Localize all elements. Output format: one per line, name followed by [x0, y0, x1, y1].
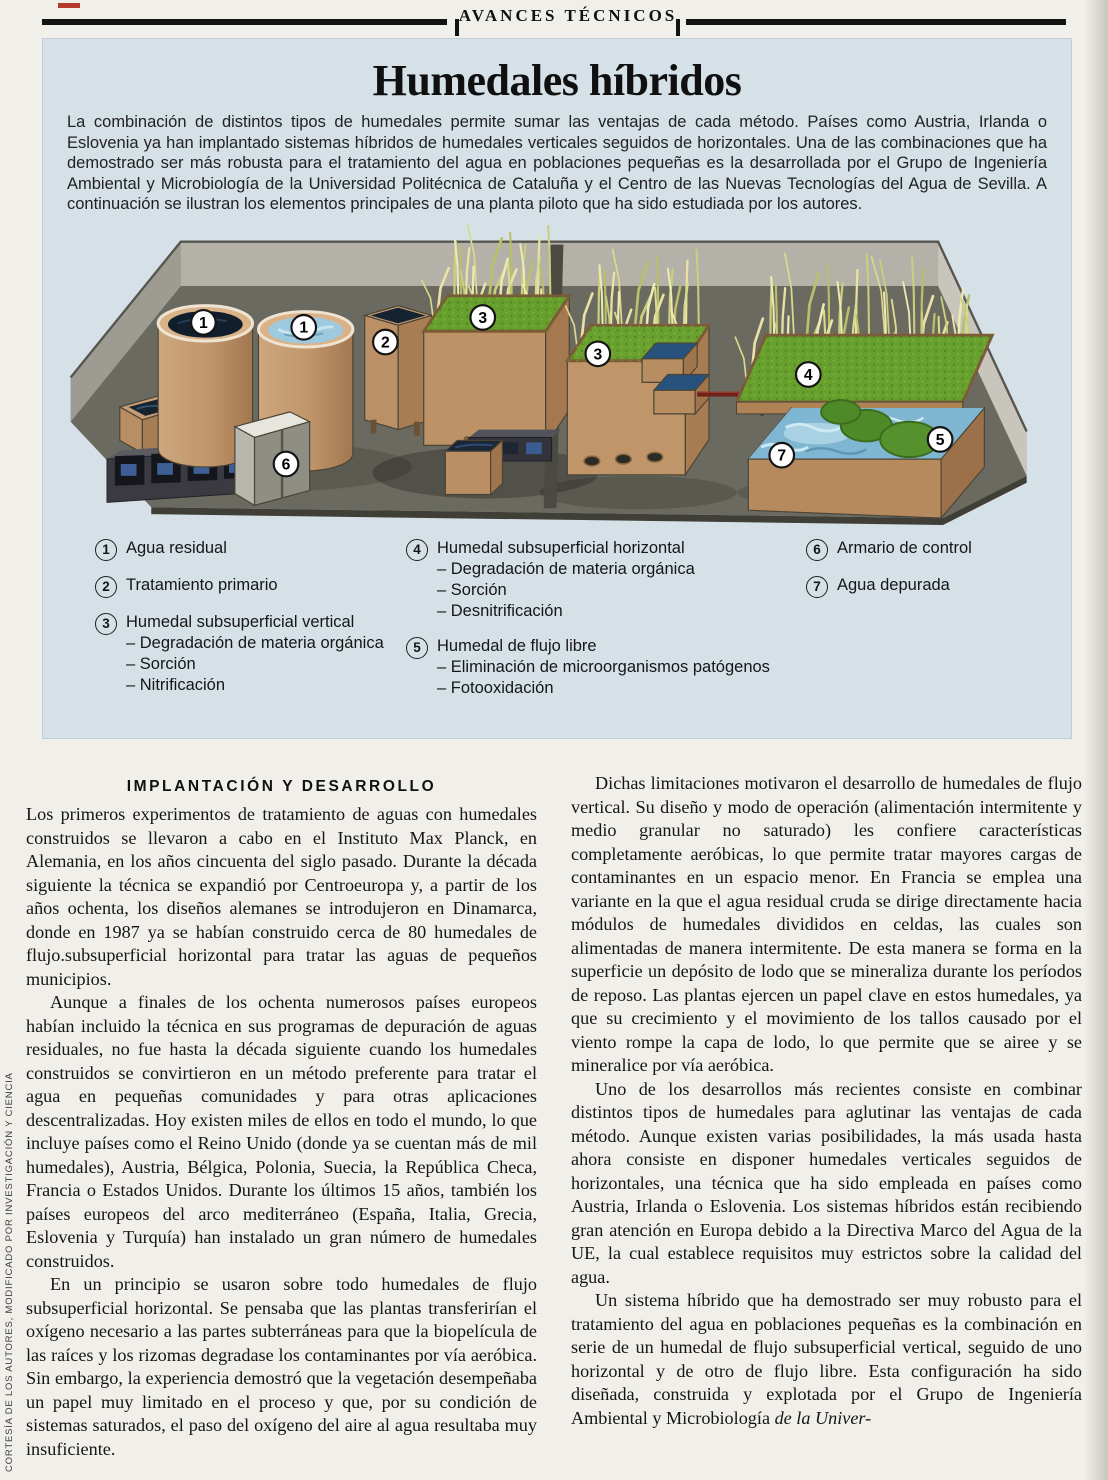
legend-label: Armario de control [837, 538, 972, 557]
legend-label: Humedal subsuperficial horizontal [437, 538, 685, 557]
legend-number-badge: 3 [95, 613, 117, 635]
svg-text:3: 3 [478, 309, 488, 327]
section-kicker: AVANCES TÉCNICOS [458, 6, 678, 25]
intro-paragraph: La combinación de distintos tipos de humedales permite sumar las ventajas de cada método. Países como Austria, Irlanda o Eslovenia ya han implantado sistemas híbridos de humedales verticales seguidos de horizontales. Una de las combinaciones que ha demostrado ser más robusta para el tratamiento del agua en poblaciones pequeñas es la desarrollada por el Grupo de Ingeniería Ambiental y Microbiología de la Universidad Politécnica de Cataluña y el Centro de las Nuevas Tecnologías del Agua de Sevilla. A continuación se ilustran los elementos principales de una planta piloto que ha sido estudiada por los autores. [67, 113, 1047, 214]
paragraph-final: Un sistema híbrido que ha demostrado ser muy robusto para el tratamiento del agua en poblaciones pequeñas es la combinación en serie de un humedal de flujo subsuperficial vertical, seguido de uno horizontal y de otro de flujo libre. Esta configuración ha sido diseñada, construida y explotada por el Grupo de Ingeniería Ambiental y Microbiología de la Univer- [571, 1290, 1082, 1428]
article-title: Humedales híbridos [372, 56, 742, 105]
legend-item [95, 538, 406, 561]
legend-label: Agua depurada [837, 575, 950, 594]
image-credit-vertical: CORTESÍA DE LOS AUTORES, MODIFICADO POR INVESTIGACIÓN Y CIENCIA [4, 1072, 15, 1472]
legend-column-3 [806, 538, 1071, 713]
legend-item [806, 538, 1071, 561]
svg-text:1: 1 [199, 314, 208, 332]
legend-item [95, 575, 406, 598]
svg-text:7: 7 [777, 447, 787, 465]
legend-number-badge: 6 [806, 539, 828, 561]
marker-2 [373, 330, 398, 355]
legend-label: Tratamiento primario [126, 575, 278, 594]
page-edge-shadow [1084, 0, 1108, 1480]
svg-text:3: 3 [593, 346, 603, 364]
legend-number-badge: 4 [406, 539, 428, 561]
paragraph: Uno de los desarrollos más recientes consiste en combinar distintos tipos de humedales para aglutinar las ventajas de cada método. Aunque existen varias posibilidades, la más usada hasta ahora consiste en disponer humedales verticales seguidos de horizontales, una técnica que ha sido empleada en países como Austria, Irlanda o Eslovenia. Los sistemas híbridos están recibiendo gran atención en Europa debido a la Directiva Marco del Agua de la UE, la cual establece requisitos muy estrictos sobre la calidad del agua. [571, 1078, 1082, 1287]
svg-text:6: 6 [281, 456, 291, 474]
pilot-plant-diagram [53, 225, 1071, 530]
body-column-left [26, 772, 537, 1461]
legend-sub-item: – Degradación de materia orgánica [126, 633, 384, 652]
legend-label: Humedal subsuperficial vertical [126, 612, 355, 631]
marker-6 [274, 452, 299, 477]
marker-1b [291, 315, 316, 340]
italic-continuation: de la Univer- [774, 1407, 872, 1428]
svg-text:5: 5 [935, 431, 945, 449]
legend-sub-item: – Nitrificación [126, 675, 226, 694]
marker-5 [928, 427, 953, 452]
body-column-right [571, 772, 1082, 1461]
svg-text:1: 1 [299, 319, 309, 337]
legend-column-2 [406, 538, 806, 713]
legend-item [806, 575, 1071, 598]
legend-number-badge: 7 [806, 576, 828, 598]
marker-3b [586, 342, 611, 367]
paragraph: En un principio se usaron sobre todo humedales de flujo subsuperficial horizontal. Se pensaba que las plantas transferirían el oxígeno necesario a las partes subterráneas para que la biopelícula de las raíces y los rizomas degradase los contaminantes por vía aeróbica. Sin embargo, la experiencia demostró que la vegetación desempeñaba un papel muy limitado en el proceso y que, por su condición de sistemas saturados, el paso del oxígeno del aire al agua resultaba muy insuficiente. [26, 1274, 537, 1459]
paragraph: Los primeros experimentos de tratamiento de aguas con humedales construidos se llevaron a cabo en el Instituto Max Planck, en Alemania, en los años cincuenta del siglo pasado. Durante la década siguiente la técnica se expandió por Centroeuropa y, a partir de los años ochenta, los diseños alemanes se introdujeron en Dinamarca, donde en 1987 ya se habían construido cerca de 80 humedales de flujo.subsuperficial horizontal para tratar las aguas de pequeños municipios. [26, 804, 537, 989]
pilot-plant-illustration [53, 225, 1061, 525]
paragraph: Dichas limitaciones motivaron el desarrollo de humedales de flujo vertical. Su diseño y modo de operación (alimentación intermitente y medio granular no saturado) les confiere características completamente aeróbicas, lo que permite tratar mayores cargas de contaminantes en un espacio menor. En Francia se emplea una variante en la que el agua residual cruda se dirige directamente hacia módulos de humedales divididos en celdas, las cuales son alimentadas de manera intermitente. De esta manera se forma en la superficie un depósito de lodo que se mineraliza durante los períodos de reposo. Las plantas ejercen un papel clave en estos humedales, ya que su crecimiento y el movimiento de los tallos causado por el viento rompe la capa de lodo, lo que permite que se airee y se mineralice por vía aeróbica. [571, 773, 1082, 1075]
diagram-legend [43, 538, 1071, 713]
primary-treatment-tank [365, 306, 432, 436]
legend-item [406, 636, 806, 699]
legend-item [95, 612, 406, 696]
legend-label: Humedal de flujo libre [437, 636, 597, 655]
feature-box [42, 38, 1072, 739]
control-cabinet [235, 412, 310, 505]
paragraph: Aunque a finales de los ochenta numerosos países europeos habían incluido la técnica en sus programas de depuración de aguas residuales, no fue hasta la década siguiente cuando los humedales construidos se convirtieron en un método preferente para tratar el agua en pequeñas comunidades y para otras aplicaciones descentralizadas. Hoy existen miles de ellos en todo el mundo, lo que incluye países como el Reino Unido (donde ya se cuentan más de mil humedales), Austria, Bélgica, Polonia, Suecia, la República Checa, Francia o Estados Unidos. Durante los últimos 15 años, también los países europeos del arco mediterráneo (España, Italia, Grecia, Eslovenia y Turquía) han instalado un gran número de humedales construidos. [26, 992, 537, 1271]
marker-7 [769, 443, 794, 468]
marker-4 [796, 362, 821, 387]
legend-sub-item: – Sorción [126, 654, 196, 673]
svg-text:4: 4 [803, 366, 813, 384]
legend-sub-item: – Sorción [437, 580, 507, 599]
article-body [26, 772, 1082, 1461]
legend-sub-item: – Fotooxidación [437, 678, 554, 697]
legend-sub-item: – Eliminación de microorganismos patógenos [437, 657, 770, 676]
legend-label: Agua residual [126, 538, 227, 557]
legend-sub-item: – Degradación de materia orgánica [437, 559, 695, 578]
legend-number-badge: 2 [95, 576, 117, 598]
legend-number-badge: 1 [95, 539, 117, 561]
svg-text:2: 2 [380, 334, 390, 352]
legend-column-1 [95, 538, 406, 713]
legend-number-badge: 5 [406, 637, 428, 659]
marker-3a [470, 305, 495, 330]
small-tank-center [445, 440, 502, 494]
marker-1a [191, 310, 216, 335]
legend-item [406, 538, 806, 622]
legend-sub-item: – Desnitrificación [437, 601, 563, 620]
section-heading: IMPLANTACIÓN Y DESARROLLO [126, 778, 437, 795]
